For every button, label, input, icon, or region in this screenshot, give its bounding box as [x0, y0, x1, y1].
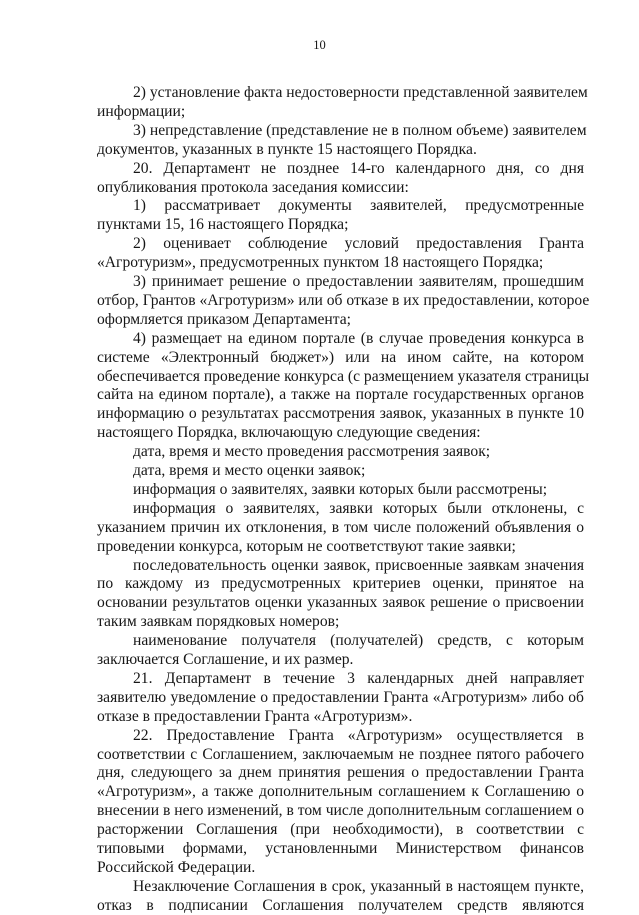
- text-line: проведении конкурса, которым не соответствуют такие заявки;: [97, 537, 516, 555]
- text-line: 4) размещает на едином портале (в случае проведения конкурса в: [133, 329, 584, 347]
- text-line: оформляется приказом Департамента;: [97, 310, 352, 328]
- text-line: информация о заявителях, заявки которых были отклонены, с: [133, 499, 584, 517]
- text-line: последовательность оценки заявок, присвоенные заявкам значения: [133, 556, 584, 574]
- text-line: сайта на едином портале), а также на портале государственных органов: [97, 386, 584, 404]
- text-line: системе «Электронный бюджет») или на ином сайте, на котором: [97, 348, 584, 366]
- text-line: отбор, Грантов «Агротуризм» или об отказе в их предоставлении, которое: [97, 291, 590, 309]
- text-line: информация о заявителях, заявки которых были рассмотрены;: [133, 480, 548, 498]
- text-line: Незаключение Соглашения в срок, указанный в настоящем пункте,: [133, 877, 584, 895]
- text-line: типовыми формами, установленными Министерством финансов: [97, 840, 584, 857]
- text-line: информации;: [97, 102, 186, 120]
- text-line: информацию о результатах рассмотрения заявок, указанных в пункте 10: [97, 405, 584, 423]
- text-line: Российской Федерации.: [97, 858, 256, 876]
- text-line: «Агротуризм», а также дополнительным соглашением к Соглашению о: [97, 783, 584, 801]
- text-line: внесении в него изменений, в том числе дополнительным соглашением о: [97, 802, 584, 820]
- text-line: 1) рассматривает документы заявителей, предусмотренные: [133, 197, 584, 215]
- text-line: расторжении Соглашения (при необходимости), в соответствии с: [97, 821, 584, 839]
- text-line: заявителю уведомление о предоставлении Гранта «Агротуризм» либо об: [97, 688, 584, 706]
- text-line: 22. Предоставление Гранта «Агротуризм» осуществляется в: [133, 726, 584, 744]
- text-line: основании результатов оценки указанных заявок решение о присвоении: [97, 594, 584, 612]
- text-line: 20. Департамент не позднее 14-го календарного дня, со дня: [133, 159, 584, 177]
- text-line: отказ в подписании Соглашения получателем средств являются: [97, 896, 584, 914]
- text-line: 3) непредставление (представление не в полном объеме) заявителем: [133, 121, 587, 139]
- text-line: 2) оценивает соблюдение условий предоставления Гранта: [133, 235, 584, 253]
- text-line: 3) принимает решение о предоставлении заявителям, прошедшим: [133, 273, 584, 290]
- text-line: настоящего Порядка, включающую следующие сведения:: [97, 424, 481, 442]
- text-line: обеспечивается проведение конкурса (с размещением указателя страницы: [97, 367, 590, 385]
- text-line: указанием причин их отклонения, в том числе положений объявления о: [97, 518, 584, 536]
- text-line: пунктами 15, 16 настоящего Порядка;: [97, 216, 349, 234]
- text-line: заключается Соглашение, и их размер.: [97, 651, 354, 668]
- text-line: соответствии с Соглашением, заключаемым не позднее пятого рабочего: [97, 745, 584, 763]
- text-line: по каждому из предусмотренных критериев оценки, принятое на: [97, 575, 584, 593]
- page-number: 10: [313, 38, 326, 52]
- text-line: 2) установление факта недостоверности представленной заявителем: [133, 84, 588, 101]
- text-line: дата, время и место оценки заявок;: [133, 462, 366, 479]
- text-line: документов, указанных в пункте 15 настоящего Порядка.: [97, 140, 477, 158]
- text-line: наименование получателя (получателей) средств, с которым: [133, 632, 584, 650]
- text-line: отказе в предоставлении Гранта «Агротуризм».: [97, 707, 413, 725]
- text-line: «Агротуризм», предусмотренных пунктом 18 настоящего Порядка;: [97, 254, 544, 272]
- text-line: дата, время и место проведения рассмотрения заявок;: [133, 443, 491, 461]
- text-line: дня, следующего за днем принятия решения о предоставлении Гранта: [97, 764, 584, 782]
- text-line: 21. Департамент в течение 3 календарных дней направляет: [133, 669, 584, 687]
- text-line: опубликования протокола заседания комиссии:: [97, 178, 409, 196]
- text-line: таким заявкам порядковых номеров;: [97, 613, 340, 631]
